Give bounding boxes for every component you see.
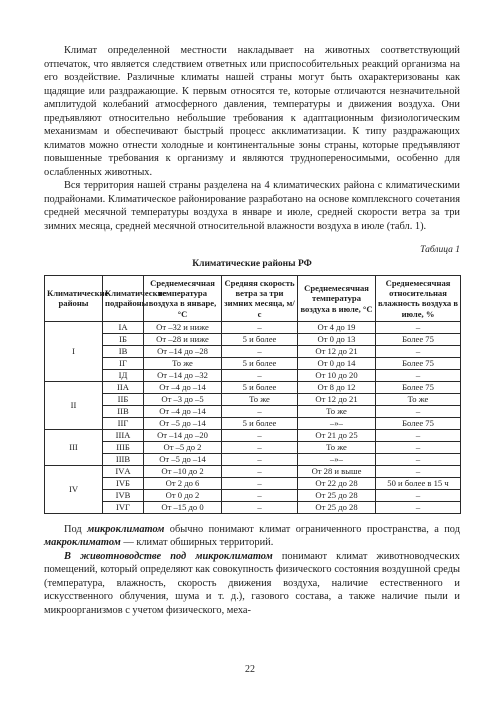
table-cell: –	[376, 345, 461, 357]
column-header: Среднемесячная температура воздуха в июле, °С	[298, 276, 376, 322]
table-cell: От 8 до 12	[298, 381, 376, 393]
subregion-cell: IIIВ	[103, 453, 144, 465]
climate-table	[44, 275, 461, 514]
region-cell: IV	[45, 465, 103, 513]
table-row	[45, 429, 461, 441]
table-cell: –	[222, 465, 298, 477]
table-cell: От –15 до 0	[144, 501, 222, 513]
table-cell: –	[376, 429, 461, 441]
table-cell: От –5 до –14	[144, 453, 222, 465]
text-segment: понимают климат животноводческих помещений, который определяют как совокупность физического состояния воздушной среды (температура, влажность, скорость движения воздуха, наличие естественного и искусственного облучения, шума и т. д.), газового состава, а также наличие пыли и микроорганизмов с учетом физического, меха-	[44, 550, 460, 616]
subregion-cell: IVБ	[103, 477, 144, 489]
table-row	[45, 357, 461, 369]
table-cell: От –14 до –32	[144, 369, 222, 381]
table-cell: От 0 до 2	[144, 489, 222, 501]
region-cell: II	[45, 381, 103, 429]
table-cell: От 22 до 28	[298, 477, 376, 489]
table-body	[45, 321, 461, 513]
table-cell: –	[376, 321, 461, 333]
table-cell: От –32 и ниже	[144, 321, 222, 333]
table-cell: Более 75	[376, 417, 461, 429]
table-cell: –	[222, 501, 298, 513]
table-cell: От –3 до –5	[144, 393, 222, 405]
column-header: Среднемесячная температура воздуха в январе, °С	[144, 276, 222, 322]
table-cell: То же	[222, 393, 298, 405]
region-cell: III	[45, 429, 103, 465]
table-cell: –	[376, 369, 461, 381]
table-cell: От 0 до 13	[298, 333, 376, 345]
intro-paragraph-2: Вся территория нашей страны разделена на 4 климатических района с климатическими подрайонами. Климатическое районирование разработано на основе комплексного сочетания средней месячной температуры воздуха в январе и июле, средней скорости ветра за три зимних месяца, средней месячной относительной влажности воздуха в июле (табл. 1).	[44, 180, 460, 232]
table-cell: –	[376, 453, 461, 465]
table-cell: От –4 до –14	[144, 405, 222, 417]
table-row	[45, 369, 461, 381]
table-row	[45, 453, 461, 465]
table-cell: –	[222, 477, 298, 489]
subregion-cell: IVГ	[103, 501, 144, 513]
subregion-cell: IВ	[103, 345, 144, 357]
table-row	[45, 393, 461, 405]
table-title: Климатические районы РФ	[192, 259, 312, 269]
table-cell: То же	[298, 405, 376, 417]
table-row	[45, 441, 461, 453]
table-cell: От 0 до 14	[298, 357, 376, 369]
column-header: Климатические районы	[45, 276, 103, 322]
table-cell: –	[222, 453, 298, 465]
subregion-cell: IIБ	[103, 393, 144, 405]
table-cell: Более 75	[376, 333, 461, 345]
subregion-cell: IIГ	[103, 417, 144, 429]
table-cell: 50 и более в 15 ч	[376, 477, 461, 489]
table-cell: От –14 до –20	[144, 429, 222, 441]
table-cell: Более 75	[376, 381, 461, 393]
subregion-cell: IIIБ	[103, 441, 144, 453]
table-cell: От 25 до 28	[298, 501, 376, 513]
table-cell: –	[376, 441, 461, 453]
table-cell: –	[222, 405, 298, 417]
table-cell: 5 и более	[222, 381, 298, 393]
region-cell: I	[45, 321, 103, 381]
table-cell: Более 75	[376, 357, 461, 369]
subregion-cell: IVВ	[103, 489, 144, 501]
table-cell: От –10 до 2	[144, 465, 222, 477]
subregion-cell: IГ	[103, 357, 144, 369]
table-cell: От –28 и ниже	[144, 333, 222, 345]
table-cell: То же	[376, 393, 461, 405]
table-cell: –	[376, 465, 461, 477]
table-cell: 5 и более	[222, 417, 298, 429]
table-row	[45, 333, 461, 345]
text-segment: — климат обширных территорий.	[120, 537, 274, 549]
term-livestock-microclimate: В животноводстве под микроклиматом	[64, 550, 273, 562]
table-cell: То же	[298, 441, 376, 453]
table-row	[45, 489, 461, 501]
table-row	[45, 321, 461, 333]
table-cell: От 2 до 6	[144, 477, 222, 489]
text-segment: Под	[64, 523, 88, 535]
table-cell: –	[222, 489, 298, 501]
table-cell: От 12 до 21	[298, 393, 376, 405]
table-cell: От –4 до –14	[144, 381, 222, 393]
page-number: 22	[245, 664, 255, 675]
table-cell: От 10 до 20	[298, 369, 376, 381]
subregion-cell: IIВ	[103, 405, 144, 417]
subregion-cell: IVА	[103, 465, 144, 477]
table-cell: 5 и более	[222, 333, 298, 345]
table-cell: –	[376, 489, 461, 501]
intro-paragraph-1: Климат определенной местности накладывает на животных соответствующий отпечаток, что является следствием ответных или приспособительных реакций организма на его воздействие. Различные климаты нашей страны могут быть охарактеризованы как щадящие или раздражающие. К первым относятся те, которые отличаются незначительной амплитудой колебаний атмосферного давления, температуры и движения воздуха. Они предъявляют относительно небольшие требования к адаптационным физиологическим механизмам и обеспечивают быстрый процесс акклиматизации. К типу раздражающих климатов можно отнести холодные и континентальные зоны страны, которые предъявляют повышенные требования к организму и являются труднопереносимыми, особенно для ослабленных животных.	[44, 45, 460, 178]
table-row	[45, 477, 461, 489]
table-label: Таблица 1	[420, 245, 460, 255]
subregion-cell: IIА	[103, 381, 144, 393]
table-cell: –	[376, 501, 461, 513]
table-cell: –»–	[298, 417, 376, 429]
subregion-cell: IIIА	[103, 429, 144, 441]
table-cell: То же	[144, 357, 222, 369]
table-cell: От –5 до 2	[144, 441, 222, 453]
document-page	[44, 44, 460, 617]
table-cell: 5 и более	[222, 357, 298, 369]
table-cell: –	[222, 441, 298, 453]
table-cell: –	[222, 369, 298, 381]
column-header: Климатические подрайоны	[103, 276, 144, 322]
table-cell: От –14 до –28	[144, 345, 222, 357]
table-row	[45, 381, 461, 393]
column-header: Среднемесячная относительная влажность воздуха в июле, %	[376, 276, 461, 322]
column-header: Средняя скорость ветра за три зимних месяца, м/с	[222, 276, 298, 322]
table-cell: От 4 до 19	[298, 321, 376, 333]
term-macroclimate: макроклиматом	[44, 537, 121, 549]
table-row	[45, 465, 461, 477]
table-cell: От –5 до –14	[144, 417, 222, 429]
table-cell: –	[222, 321, 298, 333]
table-cell: От 28 и выше	[298, 465, 376, 477]
subregion-cell: IБ	[103, 333, 144, 345]
term-microclimate: микроклиматом	[87, 523, 165, 535]
table-cell: От 25 до 28	[298, 489, 376, 501]
table-cell: –»–	[298, 453, 376, 465]
table-row	[45, 405, 461, 417]
table-row	[45, 417, 461, 429]
table-cell: –	[222, 345, 298, 357]
microclimate-paragraph	[44, 523, 460, 550]
subregion-cell: IД	[103, 369, 144, 381]
text-segment: обычно понимают климат ограниченного пространства, а под	[164, 523, 460, 535]
table-header-row	[45, 276, 461, 322]
table-row	[45, 345, 461, 357]
livestock-microclimate-paragraph	[44, 550, 460, 618]
table-cell: –	[376, 405, 461, 417]
table-row	[45, 501, 461, 513]
table-cell: От 21 до 25	[298, 429, 376, 441]
table-cell: –	[222, 429, 298, 441]
subregion-cell: IА	[103, 321, 144, 333]
table-cell: От 12 до 21	[298, 345, 376, 357]
